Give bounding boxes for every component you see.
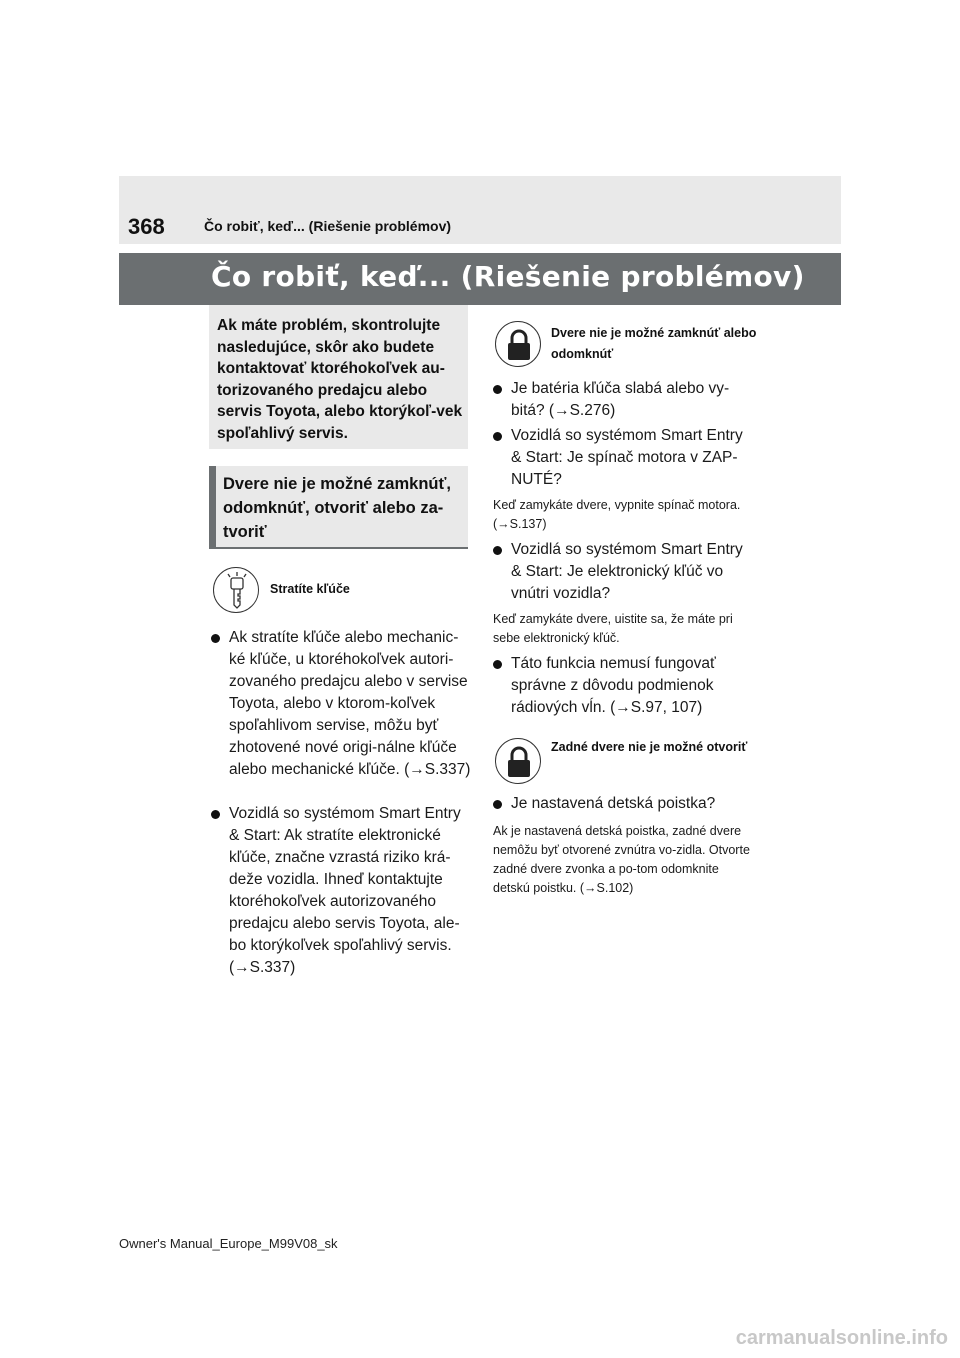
list-item — [493, 378, 755, 422]
intro-text: Ak máte problém, skontrolujte nasledujúce, skôr ako budete kontaktovať ktoréhokoľvek au-torizovaného predajcu alebo servis Toyota, alebo ktorýkoľ-vek spoľahlivý servis. — [217, 317, 463, 442]
bullet-text: Ak stratíte kľúče alebo mechanic-ké kľúče, u ktoréhokoľvek autori-zovaného predajcu alebo v servise Toyota, alebo v ktorom-koľvek spoľahlivom servise, môžu byť zhotovené nové origi-nálne kľúče alebo mechanické kľúče. (→S.337) — [229, 629, 471, 778]
footer-text: Owner's Manual_Europe_M99V08_sk — [119, 1236, 338, 1251]
section-heading-box — [209, 466, 468, 549]
bullet-dot — [493, 385, 502, 394]
note-text: Ak je nastavená detská poistka, zadné dvere nemôžu byť otvorené zvnútra vo-zidla. Otvorte zadné dvere zvonka a po-tom odomknite detskú poistku. (→S.102) — [493, 824, 750, 895]
list-item — [211, 803, 473, 979]
section-accent-bar — [209, 466, 216, 549]
subhead-rear-door: Zadné dvere nie je možné otvoriť — [551, 740, 748, 754]
bullet-dot — [493, 660, 502, 669]
bullet-text: Je nastavená detská poistka? — [511, 795, 716, 812]
title-bar — [119, 253, 841, 305]
note-text: Keď zamykáte dvere, uistite sa, že máte pri sebe elektronický kľúč. — [493, 612, 733, 645]
intro-box — [209, 305, 468, 449]
section-underline — [209, 547, 468, 549]
lock-icon — [495, 738, 541, 784]
list-item — [211, 627, 473, 781]
lock-icon — [495, 321, 541, 367]
subhead-lock-unlock: Dvere nie je možné zamknúť alebo odomknúť — [551, 326, 757, 361]
bullet-dot — [493, 432, 502, 441]
page-title: Čo robiť, keď... (Riešenie problémov) — [211, 260, 805, 293]
list-item — [493, 539, 755, 605]
list-item — [493, 425, 755, 491]
bullet-dot — [493, 800, 502, 809]
bullet-dot — [211, 810, 220, 819]
bullet-text: Táto funkcia nemusí fungovať správne z dôvodu podmienok rádiových vĺn. (→S.97, 107) — [511, 655, 716, 716]
running-title: Čo robiť, keď... (Riešenie problémov) — [204, 218, 452, 234]
bullet-text: Je batéria kľúča slabá alebo vy-bitá? (→S.276) — [511, 380, 730, 419]
note-text: Keď zamykáte dvere, vypnite spínač motora. (→S.137) — [493, 498, 741, 531]
bullet-dot — [211, 634, 220, 643]
bullet-text: Vozidlá so systémom Smart Entry & Start: Je elektronický kľúč vo vnútri vozidla? — [511, 541, 743, 602]
list-item — [493, 653, 755, 719]
section-heading: Dvere nie je možné zamknúť, odomknúť, otvoriť alebo za-tvoriť — [223, 475, 451, 541]
bullet-dot — [493, 546, 502, 555]
list-item — [493, 793, 755, 815]
bullet-text: Vozidlá so systémom Smart Entry & Start: Je spínač motora v ZAP-NUTÉ? — [511, 427, 743, 488]
key-icon — [213, 567, 259, 613]
page-number: 368 — [128, 214, 165, 239]
subhead-lost-keys: Stratíte kľúče — [270, 582, 350, 596]
watermark: carmanualsonline.info — [735, 1327, 948, 1349]
bullet-text: Vozidlá so systémom Smart Entry & Start: Ak stratíte elektronické kľúče, značne vzrastá riziko krá-deže vozidla. Ihneď kontaktujte ktoréhokoľvek autorizovaného predajcu alebo servis Toyota, ale-bo ktorýkoľvek spoľahlivý servis. (→S.337) — [229, 805, 461, 976]
